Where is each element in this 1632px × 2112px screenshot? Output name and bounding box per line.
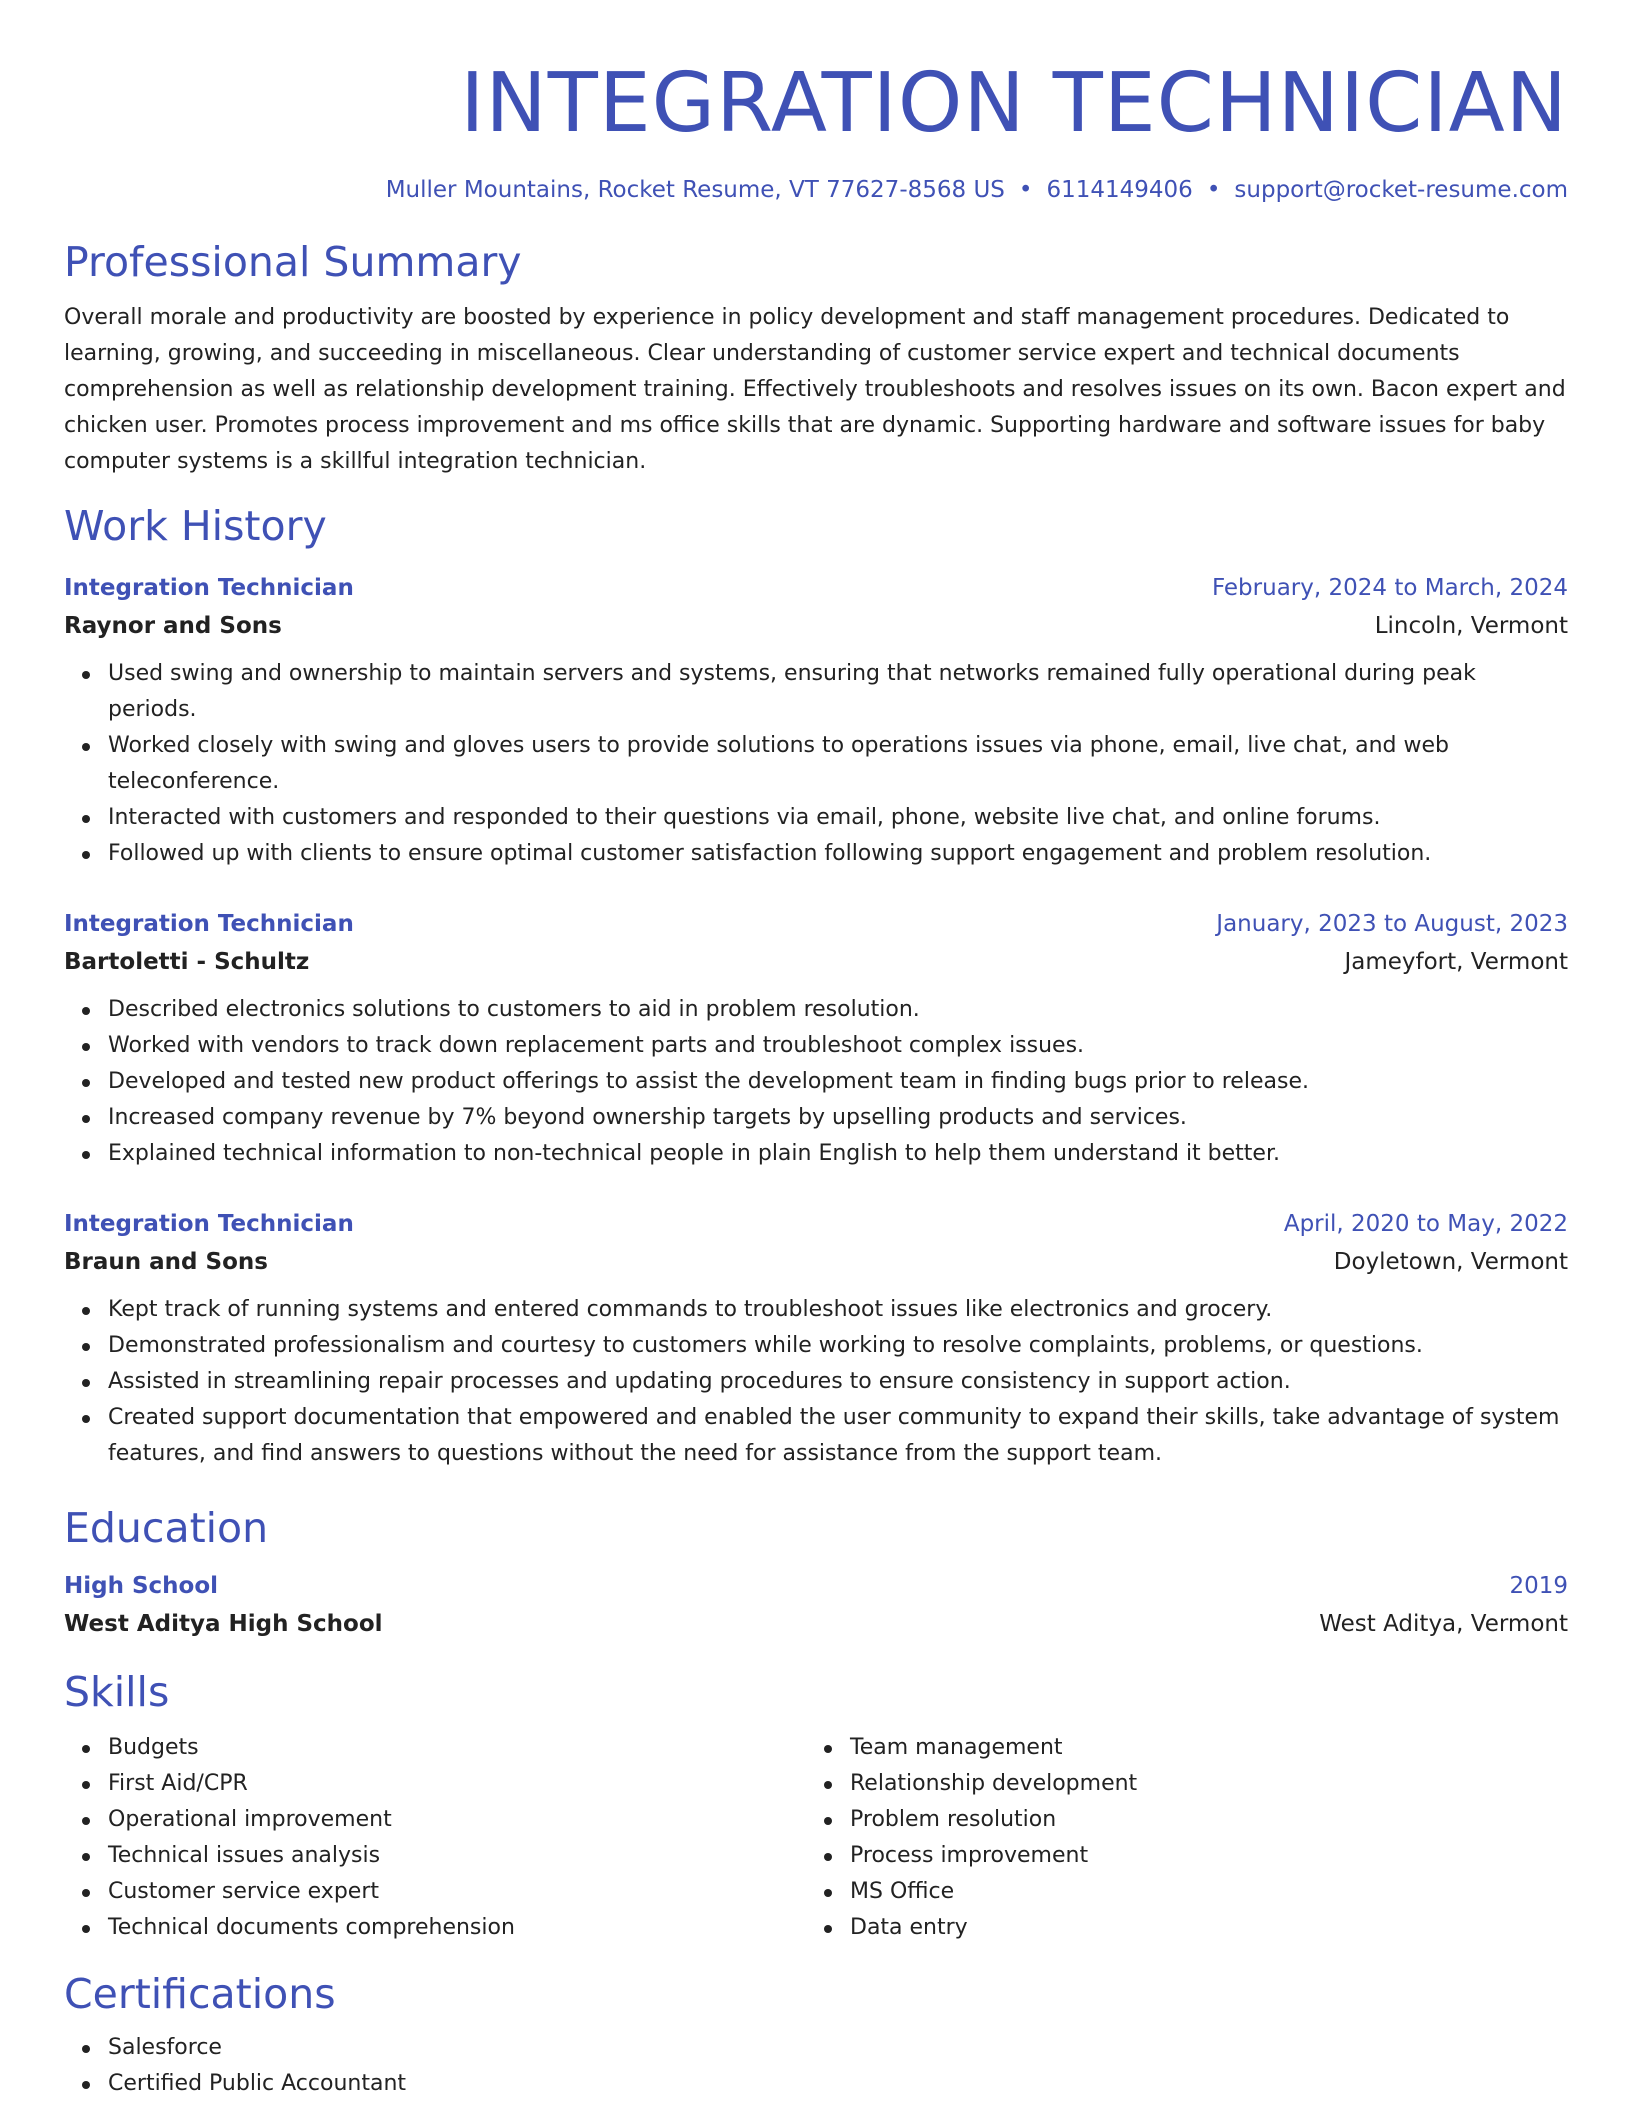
skill-item: First Aid/CPR — [108, 1766, 806, 1802]
job-dates: April, 2020 to May, 2022 — [1283, 1211, 1568, 1237]
job-company: Bartoletti - Schultz — [64, 949, 310, 975]
skills-heading: Skills — [64, 1668, 170, 1716]
job-bullet: Used swing and ownership to maintain servers and systems, ensuring that networks remained fully operational during peak periods. — [108, 656, 1568, 728]
job-dates: February, 2024 to March, 2024 — [1211, 575, 1568, 601]
skill-item: Technical documents comprehension — [108, 1910, 806, 1946]
job-company: Raynor and Sons — [64, 613, 282, 639]
skill-item: Technical issues analysis — [108, 1838, 806, 1874]
job-location: Jameyfort, Vermont — [1344, 949, 1568, 975]
certification-item: Certified Public Accountant — [108, 2066, 1568, 2102]
job-bullets — [64, 656, 1568, 872]
job-entry — [64, 1206, 1568, 1472]
job-bullets — [64, 992, 1568, 1172]
skills-column-right — [806, 1726, 1548, 1946]
job-title: Integration Technician — [64, 575, 354, 601]
skills-list — [64, 1730, 806, 1946]
skill-item: Customer service expert — [108, 1874, 806, 1910]
job-dates: January, 2023 to August, 2023 — [1216, 911, 1568, 937]
job-bullet: Demonstrated professionalism and courtesy to customers while working to resolve complaints, problems, or questions. — [108, 1328, 1568, 1364]
certifications-heading: Certifications — [64, 1970, 336, 2018]
summary-text: Overall morale and productivity are boosted by experience in policy development and staff management procedures. Dedicated to learning, growing, and succeeding in miscellaneous. Clear understanding of customer service expert and technical documents comprehension as well as relationship development training. Effectively troubleshoots and resolves issues on its own. Bacon expert and chicken user. Promotes process improvement and ms office skills that are dynamic. Supporting hardware and software issues for baby computer systems is a skillful integration technician. — [64, 305, 1566, 474]
job-bullet: Kept track of running systems and entered commands to troubleshoot issues like electronics and grocery. — [108, 1292, 1568, 1328]
job-bullets — [64, 1292, 1568, 1472]
work-history-heading: Work History — [64, 502, 327, 550]
job-bullet: Worked with vendors to track down replacement parts and troubleshoot complex issues. — [108, 1028, 1568, 1064]
skill-item: Team management — [850, 1730, 1548, 1766]
job-bullet: Increased company revenue by 7% beyond ownership targets by upselling products and services. — [108, 1100, 1568, 1136]
summary-heading: Professional Summary — [64, 238, 522, 286]
contact-phone: 6114149406 — [1046, 177, 1193, 203]
certifications-list — [64, 2030, 1568, 2102]
skills-column-left — [64, 1726, 806, 1946]
skill-item: Data entry — [850, 1910, 1548, 1946]
education-heading: Education — [64, 1504, 269, 1552]
skill-item: Problem resolution — [850, 1802, 1548, 1838]
contact-separator: • — [1018, 177, 1033, 203]
job-entry — [64, 906, 1568, 1172]
job-bullet: Created support documentation that empowered and enabled the user community to expand their skills, take advantage of system features, and find answers to questions without the need for assistance from the support team. — [108, 1400, 1568, 1472]
resume-title: INTEGRATION TECHNICIAN — [460, 56, 1568, 151]
job-location: Doyletown, Vermont — [1333, 1249, 1568, 1275]
job-location: Lincoln, Vermont — [1374, 613, 1568, 639]
skill-item: Budgets — [108, 1730, 806, 1766]
job-bullet: Explained technical information to non-technical people in plain English to help them understand it better. — [108, 1136, 1568, 1172]
job-bullet: Assisted in streamlining repair processes and updating procedures to ensure consistency in support action. — [108, 1364, 1568, 1400]
education-year: 2019 — [1509, 1573, 1568, 1599]
job-title: Integration Technician — [64, 911, 354, 937]
skills-list — [806, 1730, 1548, 1946]
contact-address: Muller Mountains, Rocket Resume, VT 77627-8568 US — [385, 177, 1005, 203]
skill-item: MS Office — [850, 1874, 1548, 1910]
job-bullet: Worked closely with swing and gloves users to provide solutions to operations issues via phone, email, live chat, and web teleconference. — [108, 728, 1568, 800]
job-company: Braun and Sons — [64, 1249, 268, 1275]
contact-separator: • — [1206, 177, 1221, 203]
job-title: Integration Technician — [64, 1211, 354, 1237]
job-bullet: Developed and tested new product offerings to assist the development team in finding bugs prior to release. — [108, 1064, 1568, 1100]
skill-item: Operational improvement — [108, 1802, 806, 1838]
contact-email: support@rocket-resume.com — [1234, 177, 1568, 203]
job-entry — [64, 570, 1568, 872]
education-location: West Aditya, Vermont — [1319, 1611, 1568, 1637]
job-bullet: Interacted with customers and responded to their questions via email, phone, website live chat, and online forums. — [108, 800, 1568, 836]
education-degree: High School — [64, 1573, 219, 1599]
education-school: West Aditya High School — [64, 1611, 383, 1637]
contact-line — [64, 174, 1568, 206]
education-entry — [64, 1568, 1568, 1644]
job-bullet: Described electronics solutions to customers to aid in problem resolution. — [108, 992, 1568, 1028]
certification-item: Salesforce — [108, 2030, 1568, 2066]
skill-item: Process improvement — [850, 1838, 1548, 1874]
skills-grid — [64, 1726, 1568, 1946]
skill-item: Relationship development — [850, 1766, 1548, 1802]
job-bullet: Followed up with clients to ensure optimal customer satisfaction following support engagement and problem resolution. — [108, 836, 1568, 872]
